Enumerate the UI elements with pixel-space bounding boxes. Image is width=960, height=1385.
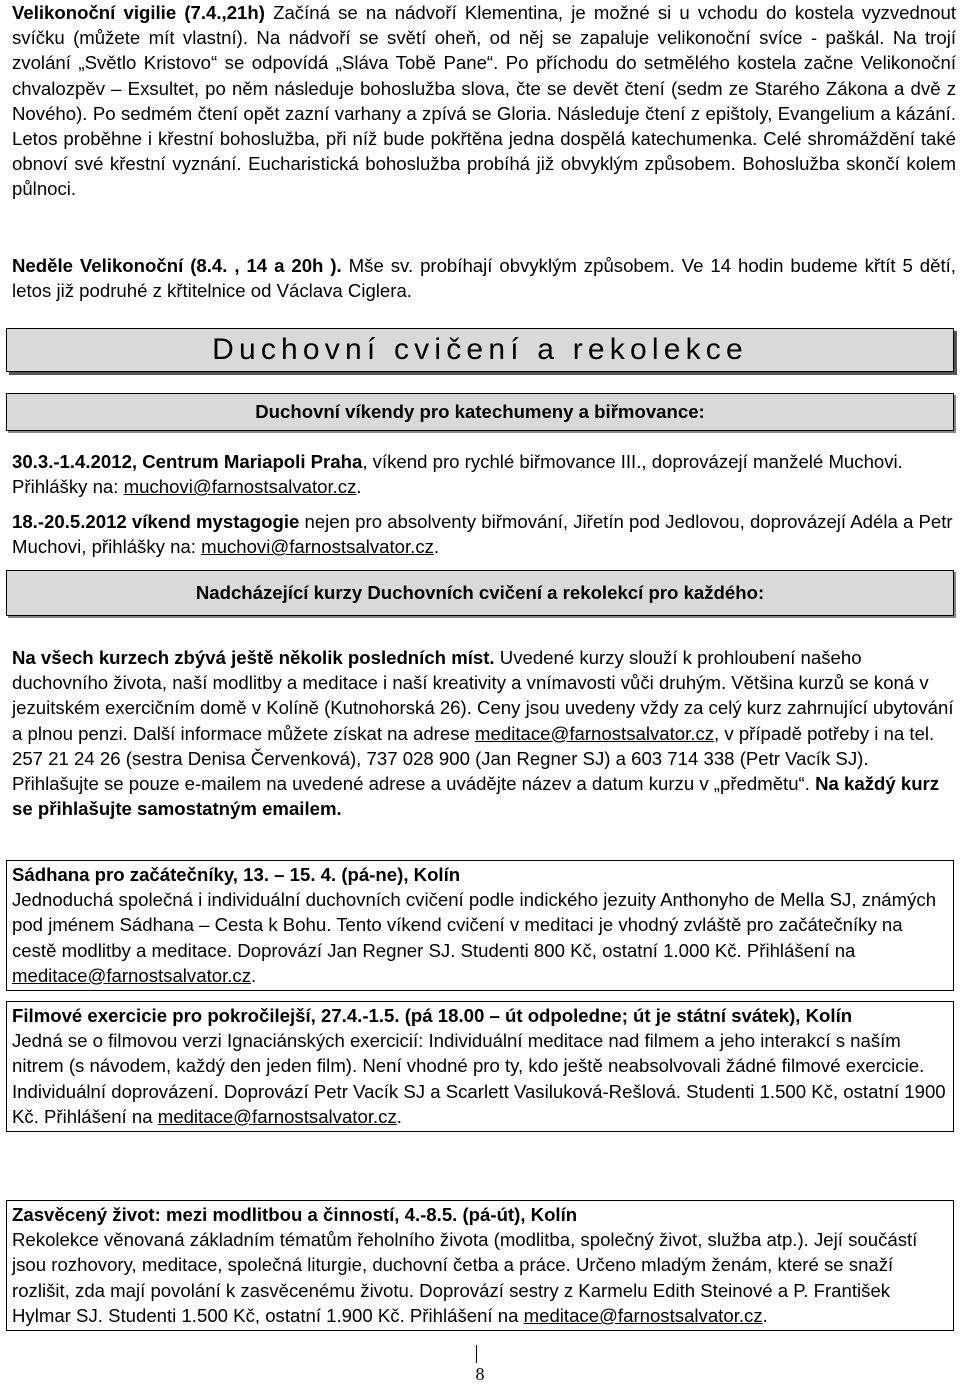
email-link[interactable]: muchovi@farnostsalvator.cz: [123, 476, 357, 498]
course-box: [6, 1001, 954, 1132]
course-text: Rekolekce věnovaná základním tématům řeholního života (modlitba, společný život, služba atp.). Její součástí jsou rozhovory, meditace, společná liturgie, duchovní četba a práce. Určeno mladým ženám, které se snaží rozlišit, zda mají povolání k zasvěcenému životu. Doprovází sestry z Karmelu Edith Steinové a P. František Hylmar SJ. Studenti 1.500 Kč, ostatní 1.900 Kč. Přihlášení na: [12, 1229, 918, 1326]
section-banner-retreats: [6, 328, 954, 372]
event-text: , víkend pro rychlé biřmovance III., doprovázejí manželé Muchovi. Přihlášky na:: [12, 451, 903, 498]
subsection-banner-courses: [6, 570, 954, 616]
subsection-title: Nadcházející kurzy Duchovních cvičení a rekolekcí pro každého:: [195, 582, 765, 603]
course-text: Jednoduchá společná i individuální duchovních cvičení podle indického jezuity Anthonyho de Mella SJ, známých pod jménem Sádhana – Cesta k Bohu. Tento víkend cvičení v meditaci je vhodný zvláště pro začátečníky na cestě modlitby a meditace. Doprovází Jan Regner SJ. Studenti 800 Kč, ostatní 1.000 Kč. Přihlášení na: [12, 889, 937, 961]
section-title: Duchovní cvičení a rekolekce: [212, 333, 748, 366]
event-item: [12, 509, 956, 559]
course-end: .: [762, 1304, 768, 1326]
course-description: [12, 887, 948, 988]
course-box: [6, 860, 954, 991]
course-title: Filmové exercicie pro pokročilejší, 27.4.-1.5. (pá 18.00 – út odpoledne; út je státní svátek), Kolín: [12, 1005, 853, 1026]
event-date-place: 30.3.-1.4.2012, Centrum Mariapoli Praha: [12, 451, 363, 472]
easter-sunday-title: Neděle Velikonoční (8.4. , 14 a 20h ).: [12, 255, 342, 276]
info-lead: Na všech kurzech zbývá ještě několik posledních míst.: [12, 647, 495, 668]
email-link[interactable]: muchovi@farnostsalvator.cz: [201, 536, 434, 558]
page-divider: [476, 1345, 477, 1363]
easter-vigil-title: Velikonoční vigilie (7.4.,21h): [12, 2, 265, 23]
course-description: [12, 1227, 948, 1328]
event-end: .: [356, 476, 362, 498]
email-link[interactable]: meditace@farnostsalvator.cz: [157, 1105, 397, 1127]
email-link[interactable]: meditace@farnostsalvator.cz: [523, 1304, 763, 1326]
info-text: , v případě potřeby i na tel. 257 21 24 26 (sestra Denisa Červenková), 737 028 900 (Jan Regner SJ) a 603 714 338 (Petr Vacík SJ). Přihlašujte se pouze e-mailem na uvedené adrese a uvádějte název a datum kurzu v „předmětu“.: [12, 722, 935, 795]
event-title: 18.-20.5.2012 víkend mystagogie: [12, 511, 300, 532]
subsection-banner-weekends: [6, 393, 954, 431]
course-text: Jedná se o filmovou verzi Ignaciánských exercicií: Individuální meditace nad filmem a jeho interakcí s naším nitrem (s návodem, každý den jeden film). Není vhodné pro ty, kdo ještě neabsolvovali žádné filmové exercicie. Individuální doprovázení. Doprovází Petr Vacík SJ a Scarlett Vasiluková-Rešlová. Studenti 1.500 Kč, ostatní 1900 Kč. Přihlášení na: [12, 1030, 946, 1127]
easter-vigil-paragraph: [12, 0, 956, 202]
course-title: Sádhana pro začátečníky, 13. – 15. 4. (pá-ne), Kolín: [12, 864, 461, 885]
info-text: Uvedené kurzy slouží k prohloubení našeho duchovního života, naší modlitby a meditace i naší kreativity a vnímavosti vůči druhým. Většina kurzů se koná v jezuitském exercičním domě v Kolíně (Kutnohorská 26). Ceny jsou uvedeny vždy za celý kurz zahrnující ubytování a plnou penzi. Další informace můžete získat na adrese: [12, 647, 954, 744]
email-link[interactable]: meditace@farnostsalvator.cz: [475, 722, 715, 744]
event-text: nejen pro absolventy biřmování, Jiřetín pod Jedlovou, doprovázejí Adéla a Petr Muchovi, přihlášky na:: [12, 511, 953, 558]
event-item: [12, 449, 956, 499]
easter-vigil-text: Začíná se na nádvoří Klementina, je možné si u vchodu do kostela vyzvednout svíčku (můžete mít vlastní). Na nádvoří se světí oheň, od něj se zapaluje velikonoční svíce - paškál. Na trojí zvolání „Světlo Kristovo“ se odpovídá „Sláva Tobě Pane“. Po příchodu do setmělého kostela začne Velikonoční chvalozpěv – Exsultet, po něm následuje bohoslužba slova, čte se devět čtení (sedm ze Starého Zákona a dvě z Nového). Po sedmém čtení opět zazní varhany a zpívá se Gloria. Následuje čtení z epištoly, Evangelium a kázání. Letos proběhne i křestní bohoslužba, při níž bude pokřtěna jedna dospělá katechumenka. Celé shromáždění také obnoví své křestní vyznání. Eucharistická bohoslužba probíhá již obvyklým způsobem. Bohoslužba skončí kolem půlnoci.: [12, 2, 956, 200]
info-emphasis: Na každý kurz se přihlašujte samostatným emailem.: [12, 773, 940, 820]
course-box: [6, 1200, 954, 1331]
course-description: [12, 1028, 948, 1129]
subsection-title: Duchovní víkendy pro katechumeny a biřmovance:: [255, 401, 705, 422]
courses-info-paragraph: [12, 645, 956, 821]
event-end: .: [433, 536, 440, 558]
easter-sunday-paragraph: [12, 253, 956, 303]
page-number: 8: [475, 1364, 485, 1384]
course-end: .: [396, 1105, 402, 1127]
course-end: .: [251, 964, 257, 986]
course-title: Zasvěcený život: mezi modlitbou a činností, 4.-8.5. (pá-út), Kolín: [12, 1204, 578, 1225]
easter-sunday-text: Mše sv. probíhají obvyklým způsobem. Ve 14 hodin budeme křtít 5 dětí, letos již podruhé z křtitelnice od Václava Ciglera.: [12, 255, 956, 302]
email-link[interactable]: meditace@farnostsalvator.cz: [12, 964, 252, 986]
